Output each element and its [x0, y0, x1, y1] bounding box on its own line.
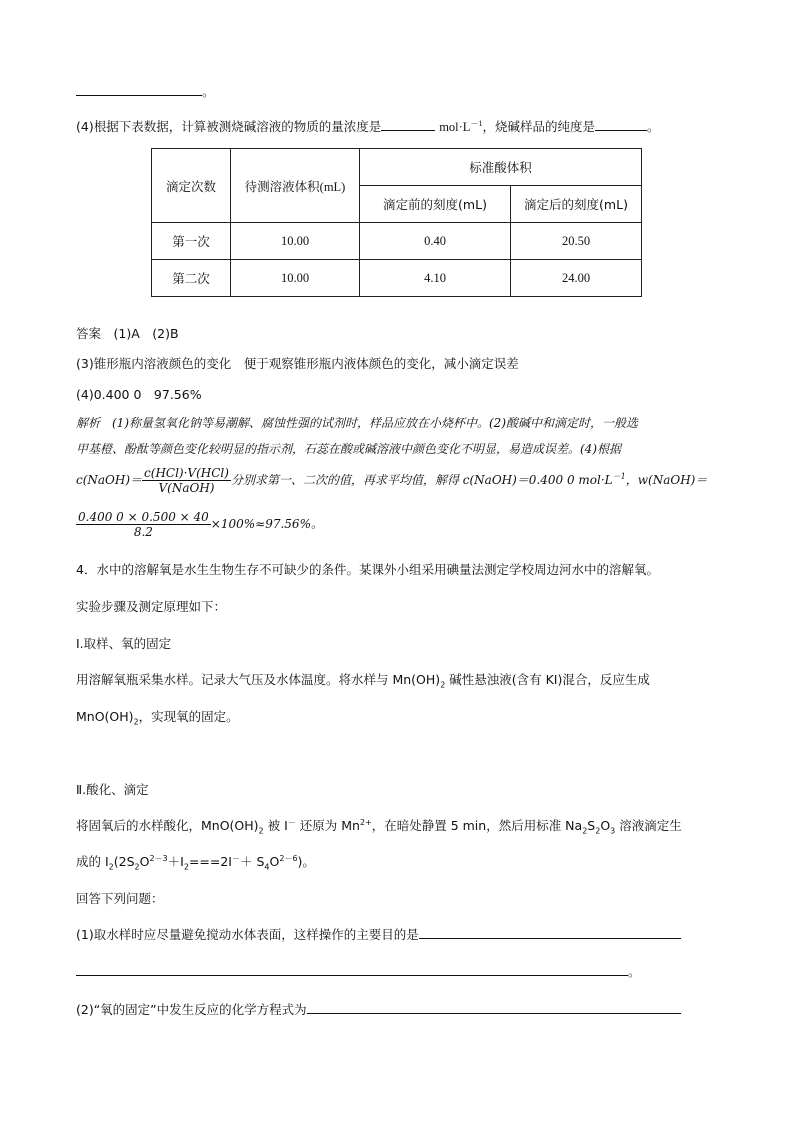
- explanation-line-1: 解析 (1)称量氢氧化钠等易潮解、腐蚀性强的试剂时，样品应放在小烧杯中。(2)酸碱中和滴定时，一般选: [76, 416, 639, 430]
- purity-fraction: [76, 510, 211, 539]
- s2b: 被 I: [263, 818, 288, 833]
- header-after: 滴定后的刻度(mL): [511, 186, 642, 223]
- q4-prefix: (4)根据下表数据，计算被测烧碱溶液的物质的量浓度是: [76, 119, 382, 134]
- s2e: S: [587, 818, 596, 833]
- q4-unit-sup: －1: [470, 118, 483, 128]
- l2supe: －: [232, 853, 240, 863]
- l2supc: 2－3: [149, 853, 168, 863]
- q5-intro: 4．水中的溶解氧是水生生物生存不可缺少的条件。某课外小组采用碘量法测定学校周边河水中的溶解氧。: [76, 562, 659, 577]
- answer-blank: [419, 926, 681, 939]
- l2b: (2S: [113, 854, 135, 869]
- table-row: [152, 260, 642, 297]
- header-before: 滴定前的刻度(mL): [360, 186, 511, 223]
- s2d: ，在暗处静置 5 min，然后用标准 Na: [371, 818, 583, 833]
- step1-text-line1: [76, 670, 650, 690]
- q4-mid: ，烧碱样品的纯度是: [482, 119, 595, 134]
- l2supg: 2－6: [279, 853, 298, 863]
- row-label: 第二次: [152, 260, 231, 297]
- formula-lhs: c(NaOH)＝: [76, 473, 143, 487]
- formula-fraction: [142, 466, 231, 495]
- s2g: 溶液滴定生: [615, 818, 682, 833]
- formula-tail: ，w(NaOH)＝: [625, 473, 708, 487]
- header-volume: 待测溶液体积(mL): [231, 149, 360, 223]
- row-volume: 10.00: [231, 223, 360, 260]
- step1-text-line2: [76, 707, 239, 727]
- s2sube: 2: [595, 826, 601, 836]
- l2g: O: [269, 854, 280, 869]
- s2f: O: [600, 818, 611, 833]
- s2supb: －: [287, 817, 296, 827]
- header-count: 滴定次数: [152, 149, 231, 223]
- row-volume: 10.00: [231, 260, 360, 297]
- s2subf: 3: [610, 826, 616, 836]
- formula-rest: 分别求第一、二次的值，再求平均值，解得 c(NaOH)＝0.400 0 mol·L: [230, 473, 613, 487]
- answer-blank: [76, 963, 628, 976]
- row-before: 0.40: [360, 223, 511, 260]
- titration-table: [151, 148, 642, 297]
- intro-line: [76, 82, 215, 100]
- s2c: 还原为 Mn: [295, 818, 360, 833]
- l2c: O: [139, 854, 150, 869]
- step1-d: ，实现氧的固定。: [138, 709, 239, 724]
- l2a: 成的 I: [76, 854, 109, 869]
- sub-question-2: [76, 1000, 681, 1018]
- s2subd: 2: [582, 826, 588, 836]
- answer-line-2: (3)锥形瓶内溶液颜色的变化 便于观察锥形瓶内液体颜色的变化，减小滴定误差: [76, 356, 519, 371]
- header-acid: 标准酸体积: [360, 149, 642, 186]
- sub-question-1-text: (1)取水样时应尽量避免搅动水体表面，这样操作的主要目的是: [76, 927, 419, 942]
- l2e: ===2I: [188, 854, 232, 869]
- purity-numerator: 0.400 0 × 0.500 × 40: [78, 510, 209, 524]
- q4-unit: mol·L: [439, 120, 471, 134]
- step1-a: 用溶解氧瓶采集水样。记录大气压及水体温度。将水样与 Mn(OH): [76, 672, 441, 687]
- l2subf: 4: [264, 862, 270, 872]
- table-row: [152, 223, 642, 260]
- step1-sub-c: 2: [133, 717, 139, 727]
- purity-denominator: 8.2: [133, 525, 153, 539]
- formula-sup: －1: [612, 472, 626, 481]
- concentration-blank: [381, 118, 435, 131]
- row-before: 4.10: [360, 260, 511, 297]
- s2a: 将固氧后的水样酸化，MnO(OH): [76, 818, 259, 833]
- formula-numerator: c(HCl)·V(HCl): [144, 466, 229, 480]
- s2supc: 2+: [359, 817, 372, 827]
- explanation-formula: [76, 466, 707, 495]
- sub-question-1-line2: [76, 962, 641, 980]
- explanation-line-2: 甲基橙、酚酞等颜色变化较明显的指示剂，石蕊在酸或碱溶液中颜色变化不明显，易造成误差。(4)根据: [76, 442, 622, 456]
- formula-denominator: V(NaOH): [158, 481, 215, 495]
- purity-formula: [76, 510, 323, 539]
- purity-tail: ×100%≈97.56%。: [210, 517, 323, 531]
- step1-sub-a: 2: [440, 680, 446, 690]
- sub-question-1-end: 。: [628, 964, 641, 979]
- answer-line-3: (4)0.400 0 97.56%: [76, 387, 202, 402]
- step2-text-line1: [76, 816, 682, 836]
- l2d: ＋I: [167, 854, 184, 869]
- step2-title: Ⅱ.酸化、滴定: [76, 782, 149, 797]
- row-after: 24.00: [511, 260, 642, 297]
- q5-steps-title: 实验步骤及测定原理如下：: [76, 599, 227, 614]
- l2h: )。: [297, 854, 315, 869]
- step2-text-line2: [76, 852, 315, 872]
- question-4-text: [76, 117, 659, 135]
- intro-tail: 。: [202, 84, 215, 99]
- l2subb: 2: [134, 862, 140, 872]
- step1-title: Ⅰ.取样、氧的固定: [76, 636, 172, 651]
- s2suba: 2: [258, 826, 264, 836]
- answer-blank: [76, 83, 202, 96]
- answer-line-1: 答案 (1)A (2)B: [76, 326, 179, 341]
- l2subd: 2: [183, 862, 189, 872]
- row-after: 20.50: [511, 223, 642, 260]
- step1-b: 碱性悬浊液(含有 KI)混合，反应生成: [445, 672, 650, 687]
- questions-title: 回答下列问题：: [76, 891, 164, 906]
- answer-blank: [307, 1001, 681, 1014]
- purity-blank: [595, 118, 647, 131]
- sub-question-2-text: (2)“氧的固定”中发生反应的化学方程式为: [76, 1002, 307, 1017]
- row-label: 第一次: [152, 223, 231, 260]
- l2f: ＋ S: [240, 854, 265, 869]
- l2suba: 2: [108, 862, 114, 872]
- sub-question-1: [76, 925, 681, 943]
- q4-suffix: 。: [646, 119, 660, 134]
- step1-c: MnO(OH): [76, 709, 134, 724]
